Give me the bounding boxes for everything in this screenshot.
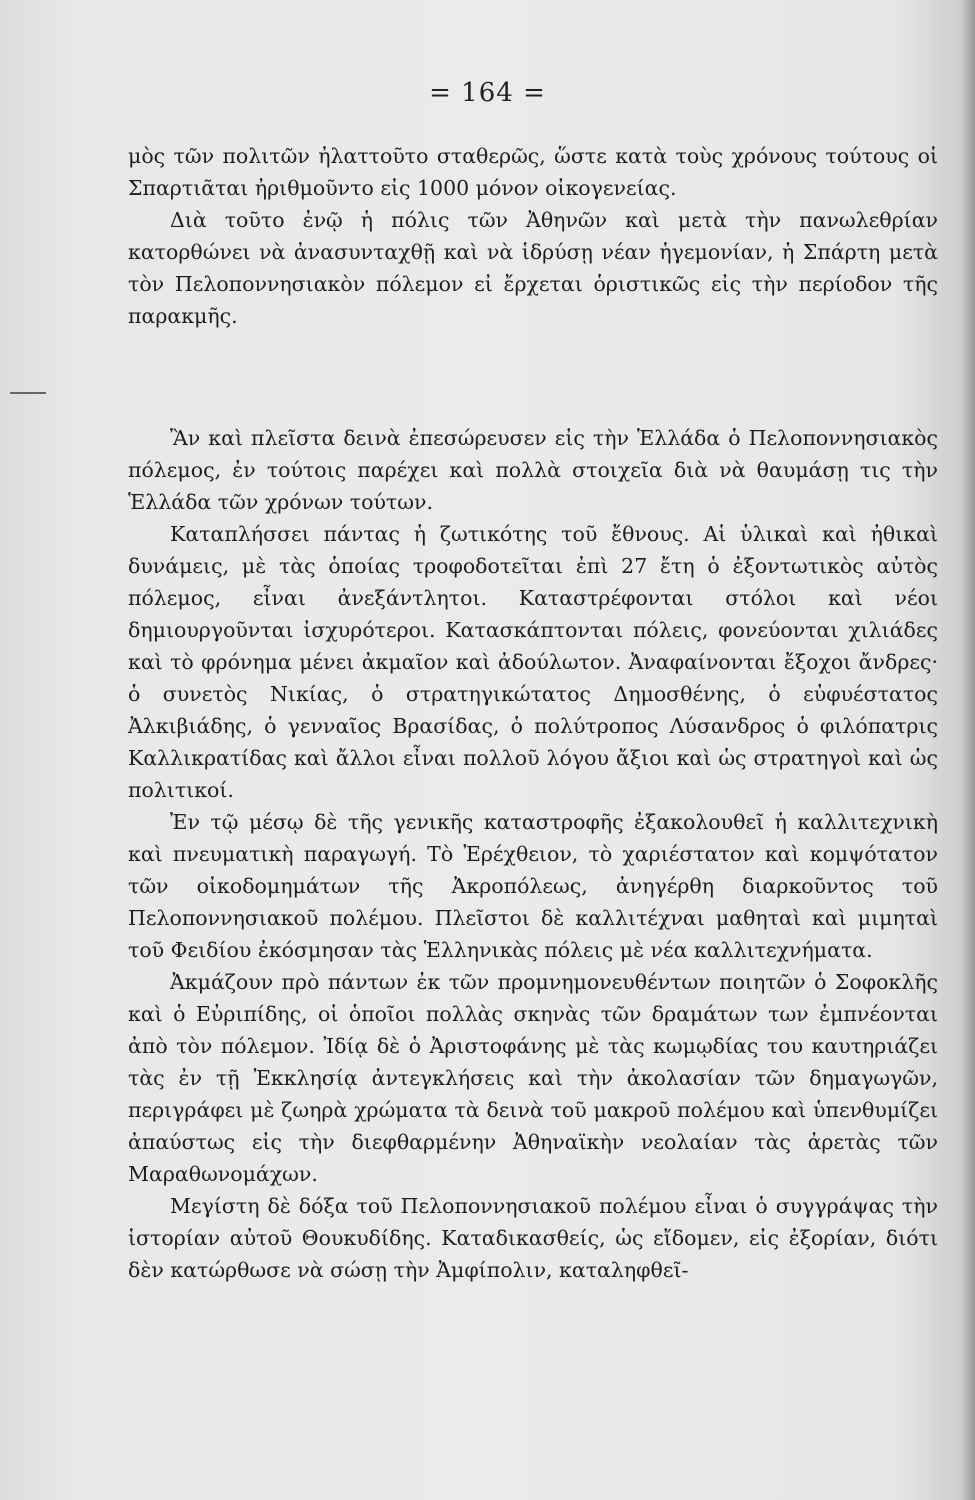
- paragraph-continuation: μὸς τῶν πολιτῶν ἠλαττοῦτο σταθερῶς, ὥστε κατὰ τοὺς χρόνους τούτους οἱ Σπαρτιᾶται ἠριθμοῦντο εἰς 1000 μόνον οἰκογενείας.: [128, 144, 938, 200]
- paragraph: Ἂν καὶ πλεῖστα δεινὰ ἐπεσώρευσεν εἰς τὴν Ἑλλάδα ὁ Πελοποννησιακὸς πόλεμος, ἐν τούτοις παρέχει καὶ πολλὰ στοιχεῖα διὰ νὰ θαυμάσῃ τις τὴν Ἑλλάδα τῶν χρόνων τούτων.: [128, 426, 938, 514]
- text-section-top: [128, 140, 938, 332]
- paragraph: Ἀκμάζουν πρὸ πάντων ἐκ τῶν προμνημονευθέντων ποιητῶν ὁ Σοφοκλῆς καὶ ὁ Εὐριπίδης, οἱ ὁποῖοι πολλὰς σκηνὰς τῶν δραμάτων των ἐμπνέονται ἀπὸ τὸν πόλεμον. Ἰδίᾳ δὲ ὁ Ἀριστοφάνης μὲ τὰς κωμῳδίας του καυτηριάζει τὰς ἐν τῇ Ἐκκλησίᾳ ἀντεγκλήσεις καὶ τὴν ἀκολασίαν τῶν δημαγωγῶν, περιγράφει μὲ ζωηρὰ χρώματα τὰ δεινὰ τοῦ μακροῦ πολέμου καὶ ὑπενθυμίζει ἀπαύστως εἰς τὴν διεφθαρμένην Ἀθηναϊκὴν νεολαίαν τὰς ἀρετὰς τῶν Μαραθωνομάχων.: [128, 970, 938, 1186]
- page-number: = 164 =: [429, 78, 546, 108]
- page-edge-shadow: [961, 0, 975, 1500]
- paragraph: Ἐν τῷ μέσῳ δὲ τῆς γενικῆς καταστροφῆς ἐξακολουθεῖ ἡ καλλιτεχνικὴ καὶ πνευματικὴ παραγωγή. Τὸ Ἐρέχθειον, τὸ χαριέστατον καὶ κομψότατον τῶν οἰκοδομημάτων τῆς Ἀκροπόλεως, ἀνηγέρθη διαρκοῦντος τοῦ Πελοποννησιακοῦ πολέμου. Πλεῖστοι δὲ καλλιτέχναι μαθηταὶ καὶ μιμηταὶ τοῦ Φειδίου ἐκόσμησαν τὰς Ἑλληνικὰς πόλεις μὲ νέα καλλιτεχνήματα.: [128, 810, 938, 962]
- paragraph: Καταπλήσσει πάντας ἡ ζωτικότης τοῦ ἔθνους. Αἱ ὑλικαὶ καὶ ἠθικαὶ δυνάμεις, μὲ τὰς ὁποίας τροφοδοτεῖται ἐπὶ 27 ἔτη ὁ ἐξοντωτικὸς αὐτὸς πόλεμος, εἶναι ἀνεξάντλητοι. Καταστρέφονται στόλοι καὶ νέοι δημιουργοῦνται ἰσχυρότεροι. Κατασκάπτονται πόλεις, φονεύονται χιλιάδες καὶ τὸ φρόνημα μένει ἀκμαῖον καὶ ἀδούλωτον. Ἀναφαίνονται ἔξοχοι ἄνδρες· ὁ συνετὸς Νικίας, ὁ στρατηγικώτατος Δημοσθένης, ὁ εὐφυέστατος Ἀλκιβιάδης, ὁ γενναῖος Βρασίδας, ὁ πολύτροπος Λύσανδρος ὁ φιλόπατρις Καλλικρατίδας καὶ ἄλλοι εἶναι πολλοῦ λόγου ἄξιοι καὶ ὡς στρατηγοὶ καὶ ὡς πολιτικοί.: [128, 522, 938, 802]
- paragraph: Μεγίστη δὲ δόξα τοῦ Πελοποννησιακοῦ πολέμου εἶναι ὁ συγγράψας τὴν ἱστορίαν αὐτοῦ Θουκυδίδης. Καταδικασθείς, ὡς εἴδομεν, εἰς ἐξορίαν, διότι δὲν κατώρθωσε νὰ σώσῃ τὴν Ἀμφίπολιν, καταληφθεῖ-: [128, 1194, 938, 1282]
- paragraph: Διὰ τοῦτο ἐνῷ ἡ πόλις τῶν Ἀθηνῶν καὶ μετὰ τὴν πανωλεθρίαν κατορθώνει νὰ ἀνασυνταχθῇ καὶ νὰ ἱδρύσῃ νέαν ἡγεμονίαν, ἡ Σπάρτη μετὰ τὸν Πελοποννησιακὸν πόλεμον εἰ ἔρχεται ὁριστικῶς εἰς τὴν περίοδον τῆς παρακμῆς.: [128, 208, 938, 328]
- text-section-main: [128, 422, 938, 1286]
- margin-mark: [10, 392, 46, 394]
